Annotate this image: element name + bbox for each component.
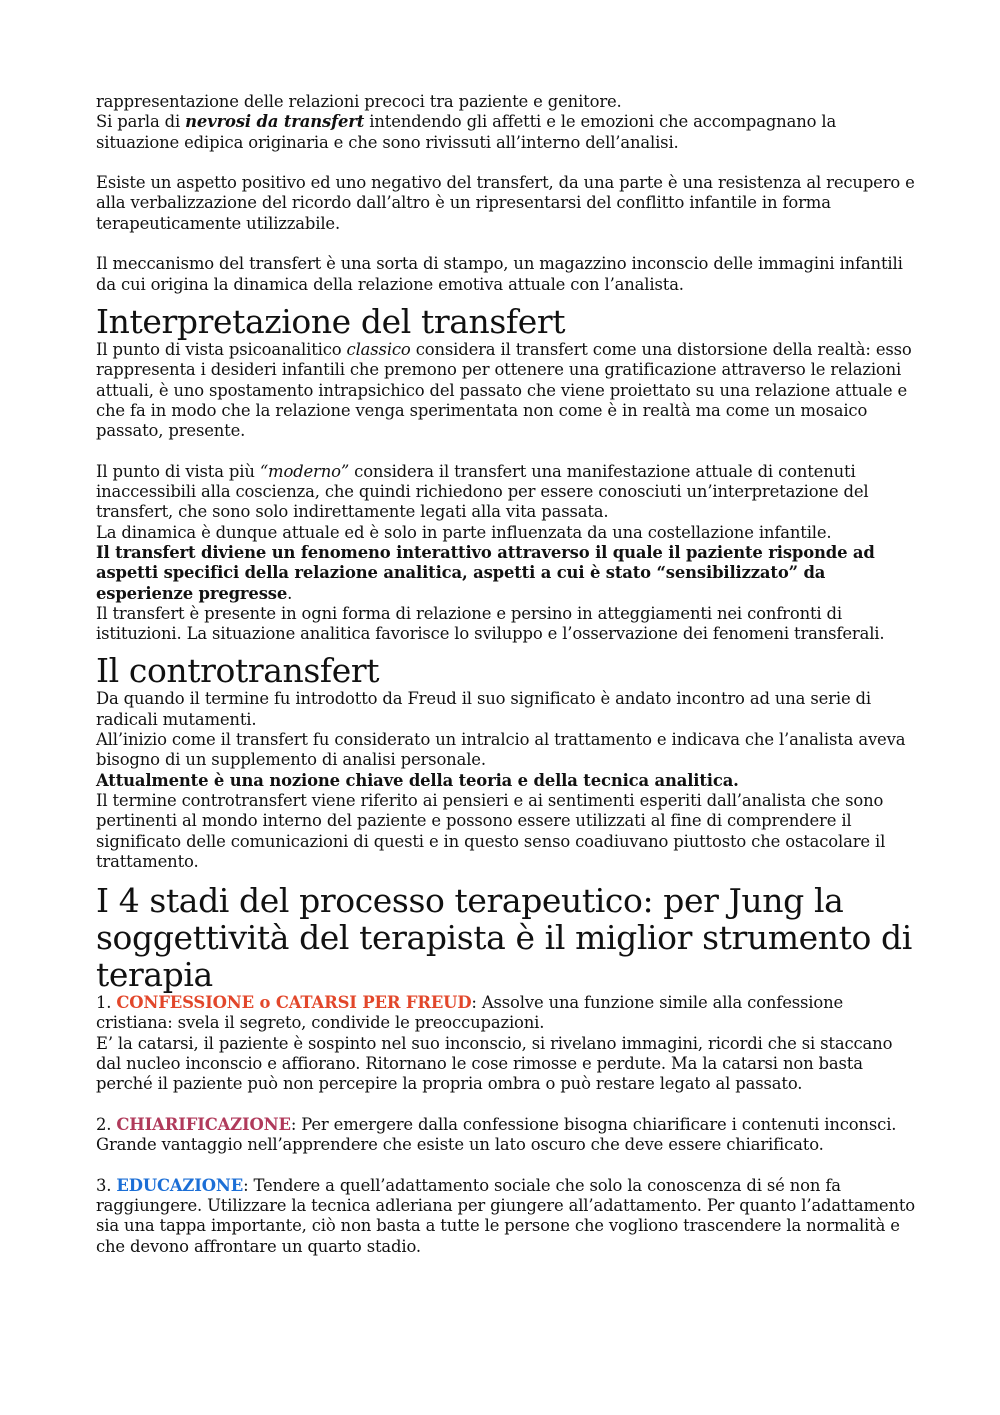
interpretazione-p1-start: Il punto di vista psicoanalitico xyxy=(96,339,347,359)
intro-paragraph-3: Esiste un aspetto positivo ed uno negativo del transfert, da una parte è una resistenza al recupero e alla verbalizzazione del ricordo dall’altro è un ripresentarsi del conflitto infantile in forma terapeuticamente utilizzabile. xyxy=(96,173,915,233)
stadio-1-paragraph-2: E’ la catarsi, il paziente è sospinto nel suo inconscio, si rivelano immagini, ricordi che si staccano dal nucleo inconscio e affiorano. Ritornano le cose rimosse e perdute. Ma la catarsi non basta perché il paziente può non percepire la propria ombra o può restare legato al passato. xyxy=(96,1033,893,1094)
controtransfert-paragraph-2: All’inizio come il transfert fu considerato un intralcio al trattamento e indicava che l’analista aveva bisogno di un supplemento di analisi personale. xyxy=(96,730,906,770)
interpretazione-paragraph-1 xyxy=(96,340,916,441)
stadio-3 xyxy=(96,1176,916,1257)
stadio-1-number: 1. xyxy=(96,993,117,1013)
interpretazione-p2-end: considera il transfert una manifestazione attuale di contenuti inaccessibili alla coscienza, che quindi richiedono per essere conosciuti un’interpretazione del transfert, che sono solo indirettamente legati alla vita passata. xyxy=(96,461,869,522)
nevrosi-term: nevrosi da transfert xyxy=(185,112,365,132)
moderno-term: “moderno” xyxy=(259,461,350,481)
stadio-1 xyxy=(96,993,916,1034)
intro-paragraph-1: rappresentazione delle relazioni precoci tra paziente e genitore. xyxy=(96,92,622,111)
transfert-interattivo-bold: Il transfert diviene un fenomeno interattivo attraverso il quale il paziente risponde ad aspetti specifici della relazione analitica, aspetti a cui è stato “sensibilizzato” da esperienze pregresse xyxy=(96,542,875,603)
interpretazione-paragraph-4 xyxy=(96,543,916,604)
stadio-2-text: : Per emergere dalla confessione bisogna chiarificare i contenuti inconsci. Grande vantaggio nell’apprendere che esiste un lato oscuro che deve essere chiarificato. xyxy=(96,1114,897,1155)
stadio-1-text: : Assolve una funzione simile alla confessione cristiana: svela il segreto, condivide le preoccupazioni. xyxy=(96,993,844,1033)
interpretazione-p2-start: Il punto di vista più xyxy=(96,461,260,481)
stadio-3-label: EDUCAZIONE xyxy=(116,1175,244,1195)
stadio-2-label: CHIARIFICAZIONE xyxy=(116,1114,291,1134)
interpretazione-p1-end: considera il transfert come una distorsione della realtà: esso rappresenta i desideri infantili che premono per ottenere una gratificazione attraverso le relazioni attuali, è uno spostamento intrapsichico del passato che viene proiettato su una relazione attuale e che fa in modo che la relazione venga sperimentata non come è in realtà ma come un mosaico passato, presente. xyxy=(96,339,912,441)
controtransfert-paragraph-4: Il termine controtransfert viene riferito ai pensieri e ai sentimenti esperiti dall’analista che sono pertinenti al mondo interno del paziente e possono essere utilizzati al fine di comprendere il significato delle comunicazioni di questi e in questo senso coadiuvano piuttosto che ostacolare il trattamento. xyxy=(96,790,886,871)
controtransfert-paragraph-3 xyxy=(96,771,916,791)
heading-interpretazione: Interpretazione del transfert xyxy=(96,301,566,341)
interpretazione-paragraph-5: Il transfert è presente in ogni forma di relazione e persino in atteggiamenti nei confronti di istituzioni. La situazione analitica favorisce lo sviluppo e l’osservazione dei fenomeni transferali. xyxy=(96,603,885,644)
interpretazione-paragraph-2 xyxy=(96,462,916,523)
intro-paragraph-2-end: intendendo gli affetti e le emozioni che accompagnano la situazione edipica originaria e che sono rivissuti all’interno dell’analisi. xyxy=(96,112,837,152)
interpretazione-paragraph-3: La dinamica è dunque attuale ed è solo in parte influenzata da una costellazione infantile. xyxy=(96,522,832,542)
stadio-1-label: CONFESSIONE o CATARSI PER FREUD xyxy=(116,993,472,1013)
classico-term: classico xyxy=(346,339,411,359)
interpretazione-p4-end: . xyxy=(287,583,293,603)
intro-paragraph-4: Il meccanismo del transfert è una sorta di stampo, un magazzino inconscio delle immagini infantili da cui origina la dinamica della relazione emotiva attuale con l’analista. xyxy=(96,254,903,294)
stadio-3-number: 3. xyxy=(96,1175,117,1195)
intro-paragraph-2-start: Si parla di xyxy=(96,112,186,132)
heading-stadi: I 4 stadi del processo terapeutico: per Jung la soggettività del terapista è il miglior strumento di terapia xyxy=(96,881,912,995)
stadio-3-text: : Tendere a quell’adattamento sociale che solo la conoscenza di sé non fa raggiungere. Utilizzare la tecnica adleriana per giungere all’adattamento. Per quanto l’adattamento sia una tappa importante, ciò non basta a tutte le persone che vogliono trascendere la normalità e che devono affrontare un quarto stadio. xyxy=(96,1175,916,1256)
heading-controtransfert: Il controtransfert xyxy=(96,651,380,691)
document-page xyxy=(96,92,916,1257)
stadio-2-number: 2. xyxy=(96,1114,117,1134)
intro-paragraph-2 xyxy=(96,112,916,153)
controtransfert-paragraph-1: Da quando il termine fu introdotto da Freud il suo significato è andato incontro ad una serie di radicali mutamenti. xyxy=(96,689,871,729)
stadio-2 xyxy=(96,1115,916,1156)
nozione-chiave-bold: Attualmente è una nozione chiave della teoria e della tecnica analitica. xyxy=(96,770,739,790)
